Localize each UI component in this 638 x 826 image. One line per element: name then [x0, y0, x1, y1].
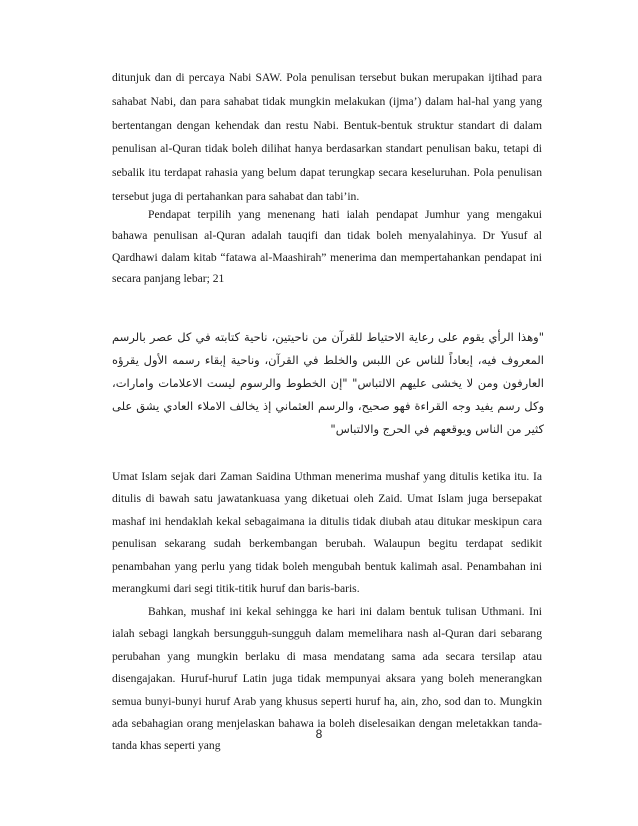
arabic-quote-image: "وهذا الرأي يقوم على رعاية الاحتياط للقرآن من ناحيتين، ناحية كتابته في كل عصر بالرسم المعروف فيه، إبعاداً للناس عن اللبس والخلط في القرآن، وناحية إبقاء رسمه الأول يقرؤه العارفون ومن لا يخشى عليهم الالتباس" "إن الخطوط والرسوم ليست الاعلامات وامارات، وكل رسم يفيد وجه القراءة فهو صحيح، والرسم العثماني إذ يخالف الاملاء العادي يشق على كثير من الناس ويوقعهم في الحرج والالتباس" [112, 330, 544, 436]
page-number: 8 [315, 727, 323, 741]
paragraph-1: ditunjuk dan di percaya Nabi SAW. Pola penulisan tersebut bukan merupakan ijtihad para sahabat Nabi, dan para sahabat tidak mungkin melakukan (ijma’) dalam hal-hal yang yang bertentangan dengan kehendak dan restu Nabi. Bentuk-bentuk struktur standart di dalam penulisan al-Quran tidak boleh dilihat hanya berdasarkan standart penulisan baku, tetapi di sebalik itu terdapat rahasia yang belum dapat terungkap secara keseluruhan. Pola penulisan tersebut juga di pertahankan para sahabat dan tabi’in. [112, 71, 542, 203]
paragraph-4: Bahkan, mushaf ini kekal sehingga ke hari ini dalam bentuk tulisan Uthmani. Ini ialah sebagi langkah bersungguh-sungguh dalam memelihara nash al-Quran dari sebarang perubahan yang mungkin berlaku di masa mendatang sama ada secara tersilap atau disengajakan. Huruf-huruf Latin juga tidak mempunyai aksara yang boleh menerangkan semua bunyi-bunyi huruf Arab yang khusus seperti huruf ha, ain, zho, sod dan to. Mungkin ada sebahagian orang menjelaskan bahawa ia boleh diselesaikan dengan meletakkan tanda-tanda khas seperti yang [112, 605, 542, 753]
paragraph-2: Pendapat terpilih yang menenang hati ialah pendapat Jumhur yang mengakui bahawa penulisan al-Quran adalah tauqifi dan tidak boleh menyalahinya. Dr Yusuf al Qardhawi dalam kitab “fatawa al-Maashirah” menerima dan mempertahankan pendapat ini secara panjang lebar; 21 [112, 208, 542, 286]
paragraph-3: Umat Islam sejak dari Zaman Saidina Uthman menerima mushaf yang ditulis ketika itu. Ia ditulis di bawah satu jawatankuasa yang diketuai oleh Zaid. Umat Islam juga bersepakat mashaf ini hendaklah kekal sebagaimana ia ditulis tidak diubah atau ditukar meskipun cara penulisan sekarang sudah berkembangan berubah. Walaupun begitu terdapat sedikit penambahan yang perlu yang tidak boleh mengubah bentuk kalimah asal. Penambahan ini merangkumi dari segi titik-titik huruf dan baris-baris. [112, 470, 542, 596]
